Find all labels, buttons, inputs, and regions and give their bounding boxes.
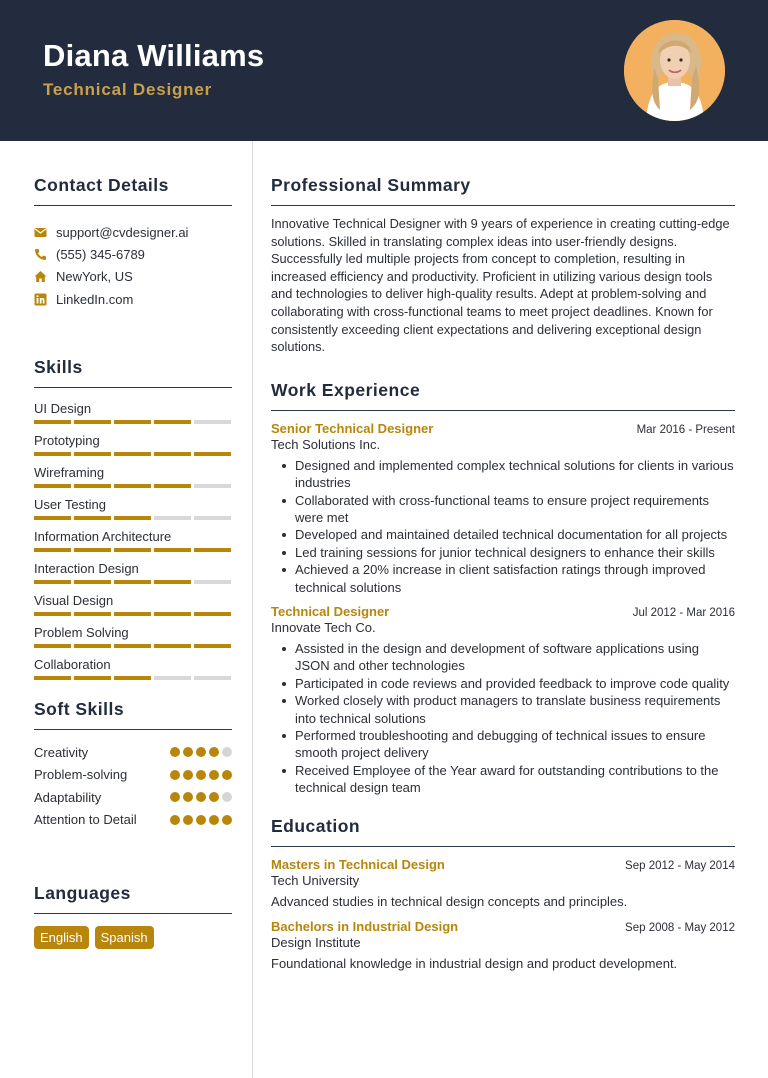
skill-segment: [114, 612, 151, 616]
education-dates: Sep 2012 - May 2014: [625, 859, 735, 872]
skill-item: [34, 592, 232, 624]
soft-skill-rating: [170, 792, 232, 802]
skill-segment: [154, 580, 191, 584]
job-company: Tech Solutions Inc.: [271, 436, 381, 452]
rating-dot: [196, 792, 206, 802]
soft-skill-name: Adaptability: [34, 789, 102, 805]
experience-section: [271, 380, 735, 797]
skill-segment: [194, 612, 231, 616]
contact-linkedin-text: LinkedIn.com: [56, 291, 134, 307]
skill-segment: [114, 484, 151, 488]
job-bullet: Assisted in the design and development of software applications using JSON and other technologies: [271, 640, 735, 675]
skill-name: Problem Solving: [34, 625, 129, 641]
contact-location: [34, 266, 232, 288]
education-degree: Masters in Technical Design: [271, 856, 445, 872]
contact-phone-text: (555) 345-6789: [56, 246, 145, 262]
job-bullet: Collaborated with cross-functional teams to ensure project requirements were met: [271, 492, 735, 527]
rating-dot: [222, 792, 232, 802]
rating-dot: [222, 815, 232, 825]
skill-segment: [194, 676, 231, 680]
skill-name: User Testing: [34, 497, 107, 513]
contact-email[interactable]: [34, 221, 232, 243]
languages-title: Languages: [34, 883, 232, 914]
header-banner: [0, 0, 768, 141]
education-header: [271, 857, 735, 872]
contact-title: Contact Details: [34, 175, 232, 206]
soft-skill-rating: [170, 770, 232, 780]
skill-segment: [114, 548, 151, 552]
skill-segment: [34, 452, 71, 456]
rating-dot: [183, 792, 193, 802]
rating-dot: [170, 747, 180, 757]
left-column: [34, 141, 232, 949]
job-dates: Mar 2016 - Present: [636, 423, 735, 436]
job-bullet: Designed and implemented complex technical solutions for clients in various industries: [271, 457, 735, 492]
education-title: Education: [271, 816, 735, 847]
soft-skill-item: [34, 764, 232, 787]
skill-segment: [154, 548, 191, 552]
skill-item: [34, 432, 232, 464]
rating-dot: [196, 747, 206, 757]
skill-name: Wireframing: [34, 465, 105, 481]
candidate-name: Diana Williams: [43, 38, 265, 73]
summary-text: Innovative Technical Designer with 9 years of experience in creating cutting-edge solutions. Skilled in translating complex ideas into user-friendly designs. Successfully led multiple projects from concept to completion, resulting in increased efficiency and productivity. Proficient in utilizing various design tools and technologies to deliver high-quality results. Adept at problem-solving and collaborating with cross-functional teams to meet project deadlines. Known for consistently exceeding client expectations and delivering exceptional design solutions.: [271, 216, 730, 355]
skill-name: Interaction Design: [34, 561, 139, 577]
soft-skill-item: [34, 786, 232, 809]
skill-segment: [194, 516, 231, 520]
skill-item: [34, 528, 232, 560]
rating-dot: [170, 792, 180, 802]
skill-segment: [74, 548, 111, 552]
job-bullets: [271, 457, 735, 596]
skills-list: [34, 400, 232, 688]
skill-segment: [154, 516, 191, 520]
skill-level-bar: [34, 452, 232, 456]
column-divider: [252, 141, 253, 1078]
skill-segment: [34, 420, 71, 424]
skill-name: Prototyping: [34, 433, 100, 449]
job-header: [271, 604, 735, 619]
job-entry: [271, 421, 735, 596]
skill-segment: [154, 612, 191, 616]
skill-segment: [114, 676, 151, 680]
job-bullet: Worked closely with product managers to translate business requirements into technical solutions: [271, 692, 735, 727]
skill-item: [34, 464, 232, 496]
education-entry: [271, 919, 735, 971]
contact-phone[interactable]: [34, 243, 232, 265]
skill-segment: [74, 676, 111, 680]
skill-segment: [74, 452, 111, 456]
job-bullet: Received Employee of the Year award for outstanding contributions to the technical design team: [271, 762, 735, 797]
skill-item: [34, 560, 232, 592]
skill-segment: [34, 484, 71, 488]
soft-skills-section: [34, 699, 232, 831]
soft-skills-title: Soft Skills: [34, 699, 232, 730]
skill-level-bar: [34, 644, 232, 648]
envelope-icon: [34, 226, 47, 239]
soft-skill-rating: [170, 815, 232, 825]
right-column: [271, 141, 735, 971]
skill-segment: [34, 612, 71, 616]
rating-dot: [183, 770, 193, 780]
linkedin-icon: [34, 293, 47, 306]
education-header: [271, 919, 735, 934]
rating-dot: [222, 770, 232, 780]
avatar-illustration: [624, 20, 725, 121]
skill-segment: [154, 676, 191, 680]
skill-segment: [34, 676, 71, 680]
job-bullet: Achieved a 20% increase in client satisfaction ratings through improved technical solutions: [271, 561, 735, 596]
education-section: [271, 816, 735, 971]
contact-linkedin[interactable]: [34, 288, 232, 310]
skills-title: Skills: [34, 357, 232, 388]
languages-section: [34, 883, 232, 949]
contact-location-text: NewYork, US: [56, 269, 133, 285]
skill-segment: [114, 420, 151, 424]
skill-level-bar: [34, 516, 232, 520]
skill-name: Visual Design: [34, 593, 114, 609]
phone-icon: [34, 248, 47, 261]
education-degree: Bachelors in Industrial Design: [271, 918, 459, 934]
contact-section: [34, 175, 232, 310]
job-company: Innovate Tech Co.: [271, 620, 376, 635]
skill-item: [34, 624, 232, 656]
skill-segment: [74, 516, 111, 520]
skill-level-bar: [34, 548, 232, 552]
rating-dot: [196, 815, 206, 825]
skill-level-bar: [34, 484, 232, 488]
job-title: Technical Designer: [271, 604, 390, 619]
job-bullet: Performed troubleshooting and debugging of technical issues to ensure smooth project delivery: [271, 727, 735, 762]
job-dates: Jul 2012 - Mar 2016: [632, 607, 735, 619]
skill-segment: [154, 484, 191, 488]
skill-item: [34, 656, 232, 688]
experience-title: Work Experience: [271, 380, 735, 411]
job-entry: [271, 604, 735, 797]
skill-segment: [74, 420, 111, 424]
soft-skill-name: Creativity: [34, 744, 89, 760]
skill-level-bar: [34, 676, 232, 680]
candidate-role: Technical Designer: [43, 80, 213, 99]
skill-segment: [194, 420, 231, 424]
skills-section: [34, 357, 232, 688]
rating-dot: [209, 770, 219, 780]
contact-list: [34, 221, 232, 310]
education-dates: Sep 2008 - May 2012: [625, 921, 735, 934]
skill-level-bar: [34, 612, 232, 616]
soft-skill-rating: [170, 747, 232, 757]
education-desc: Advanced studies in technical design concepts and principles.: [271, 893, 628, 909]
skill-item: [34, 400, 232, 432]
skill-segment: [154, 452, 191, 456]
skill-segment: [74, 580, 111, 584]
skill-segment: [194, 548, 231, 552]
skill-name: Information Architecture: [34, 529, 172, 545]
soft-skills-list: [34, 741, 232, 831]
job-title: Senior Technical Designer: [271, 420, 434, 436]
skill-segment: [34, 516, 71, 520]
languages-list: [34, 926, 232, 949]
skill-segment: [194, 484, 231, 488]
skill-item: [34, 496, 232, 528]
rating-dot: [170, 815, 180, 825]
summary-title: Professional Summary: [271, 175, 735, 206]
rating-dot: [196, 770, 206, 780]
education-school: Design Institute: [271, 934, 361, 950]
skill-segment: [154, 644, 191, 648]
rating-dot: [170, 770, 180, 780]
rating-dot: [209, 747, 219, 757]
summary-section: [271, 175, 735, 356]
skill-segment: [154, 420, 191, 424]
rating-dot: [183, 747, 193, 757]
job-bullets: [271, 640, 735, 797]
skill-segment: [114, 452, 151, 456]
rating-dot: [209, 815, 219, 825]
soft-skill-item: [34, 809, 232, 832]
soft-skill-name: Problem-solving: [34, 767, 128, 783]
skill-segment: [74, 612, 111, 616]
profile-photo: [624, 20, 725, 121]
skill-segment: [34, 548, 71, 552]
language-badge: Spanish: [95, 926, 154, 949]
skill-segment: [114, 580, 151, 584]
job-bullet: Developed and maintained detailed technical documentation for all projects: [271, 526, 735, 543]
skill-segment: [194, 644, 231, 648]
education-entry: [271, 857, 735, 909]
skill-segment: [34, 644, 71, 648]
skill-segment: [74, 484, 111, 488]
skill-name: Collaboration: [34, 657, 111, 673]
skill-segment: [194, 452, 231, 456]
skill-segment: [74, 644, 111, 648]
skill-level-bar: [34, 580, 232, 584]
skill-segment: [114, 516, 151, 520]
rating-dot: [222, 747, 232, 757]
skill-level-bar: [34, 420, 232, 424]
language-badge: English: [34, 926, 89, 949]
rating-dot: [183, 815, 193, 825]
skill-segment: [34, 580, 71, 584]
soft-skill-item: [34, 741, 232, 764]
skill-segment: [114, 644, 151, 648]
job-header: [271, 421, 735, 436]
job-bullet: Participated in code reviews and provided feedback to improve code quality: [271, 675, 735, 692]
job-bullet: Led training sessions for junior technical designers to enhance their skills: [271, 544, 735, 561]
contact-email-text: support@cvdesigner.ai: [56, 224, 189, 240]
soft-skill-name: Attention to Detail: [34, 812, 137, 828]
home-icon: [34, 270, 47, 283]
skill-name: UI Design: [34, 401, 92, 417]
skill-segment: [194, 580, 231, 584]
rating-dot: [209, 792, 219, 802]
education-school: Tech University: [271, 872, 360, 888]
education-desc: Foundational knowledge in industrial design and product development.: [271, 955, 678, 971]
